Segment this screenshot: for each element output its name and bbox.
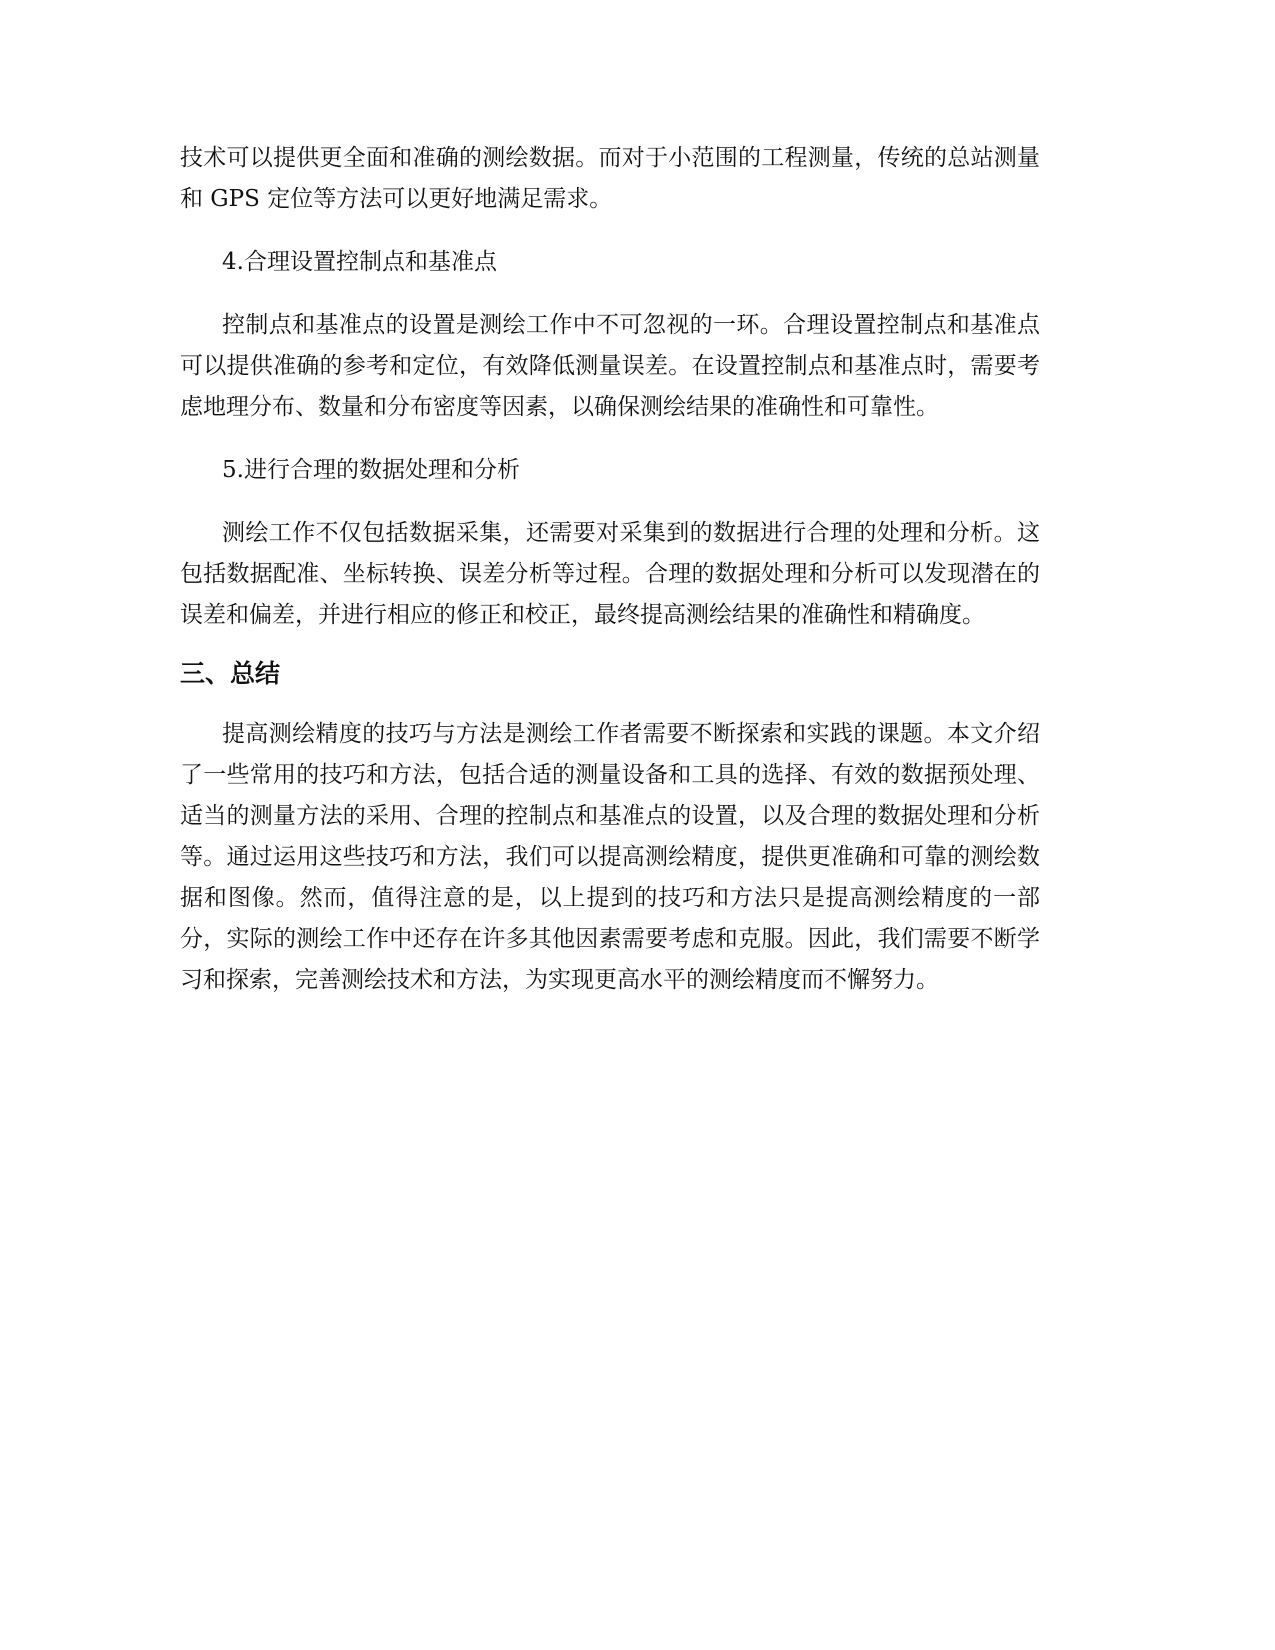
- intro-paragraph: 技术可以提供更全面和准确的测绘数据。而对于小范围的工程测量，传统的总站测量和 GPS 定位等方法可以更好地满足需求。: [180, 145, 1040, 212]
- spacer: [180, 491, 1040, 513]
- spacer: [180, 428, 1040, 450]
- data-processing-paragraph: 测绘工作不仅包括数据采集，还需要对采集到的数据进行合理的处理和分析。这包括数据配准、坐标转换、误差分析等过程。合理的数据处理和分析可以发现潜在的误差和偏差，并进行相应的修正和校正，最终提高测绘结果的准确性和精确度。: [180, 520, 1040, 628]
- spacer: [180, 694, 1040, 714]
- subheading-data-processing: 5.进行合理的数据处理和分析: [222, 457, 520, 483]
- spacer: [180, 220, 1040, 242]
- section-heading-summary: 三、总结: [180, 659, 281, 688]
- document-page: [180, 138, 1040, 1001]
- spacer: [180, 283, 1040, 305]
- control-points-paragraph: 控制点和基准点的设置是测绘工作中不可忽视的一环。合理设置控制点和基准点可以提供准确的参考和定位，有效降低测量误差。在设置控制点和基准点时，需要考虑地理分布、数量和分布密度等因素，以确保测绘结果的准确性和可靠性。: [180, 312, 1040, 420]
- summary-paragraph: 提高测绘精度的技巧与方法是测绘工作者需要不断探索和实践的课题。本文介绍了一些常用的技巧和方法，包括合适的测量设备和工具的选择、有效的数据预处理、适当的测量方法的采用、合理的控制点和基准点的设置，以及合理的数据处理和分析等。通过运用这些技巧和方法，我们可以提高测绘精度，提供更准确和可靠的测绘数据和图像。然而，值得注意的是，以上提到的技巧和方法只是提高测绘精度的一部分，实际的测绘工作中还存在许多其他因素需要考虑和克服。因此，我们需要不断学习和探索，完善测绘技术和方法，为实现更高水平的测绘精度而不懈努力。: [180, 721, 1040, 993]
- subheading-control-points: 4.合理设置控制点和基准点: [222, 249, 497, 275]
- spacer: [180, 636, 1040, 654]
